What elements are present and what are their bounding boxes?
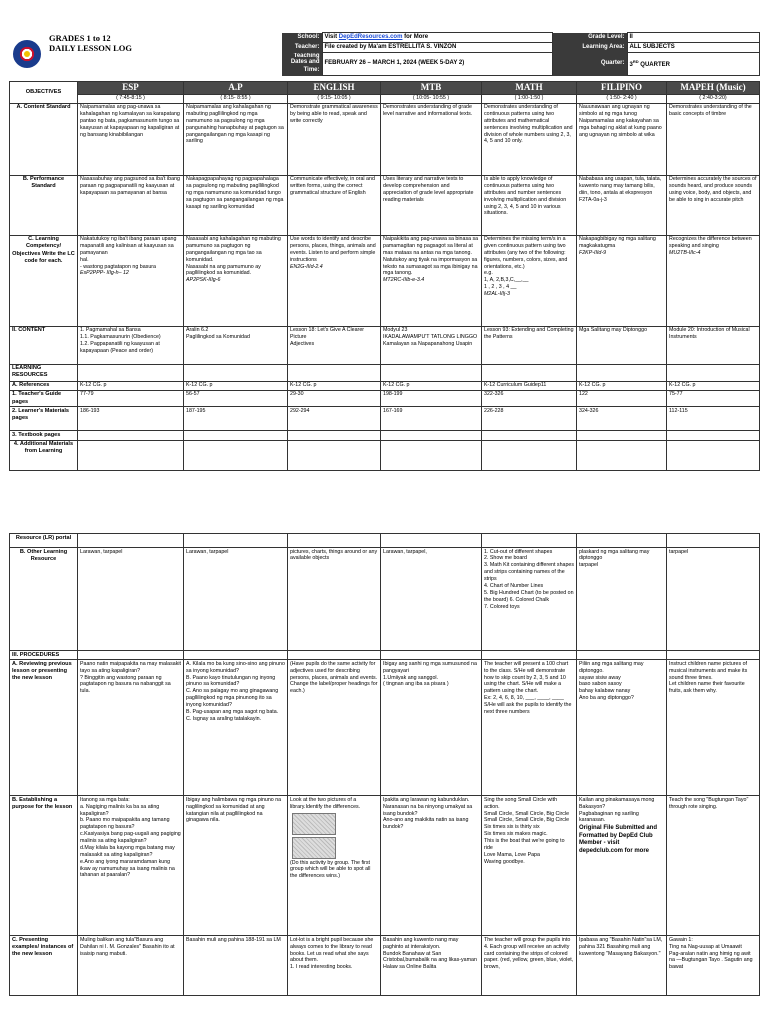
lc-code: AP2PSK-IIIg-6 — [186, 277, 221, 284]
library-picture-2 — [292, 837, 336, 859]
subject-english: ENGLISH — [288, 82, 381, 95]
row-teachers-guide — [10, 390, 760, 407]
row-lr-portal — [10, 534, 760, 548]
cell: A. Kilala mo ba kung sino-sino ang pinuno sa inyong komunidad? B. Paano kayo tinutulungan ng inyong pinuno sa komunidad? C. Ano sa palagay mo ang ginagawang pagllilingkod ng mga pinunong ito sa inyong komunidad? B. Pag-usapan ang mga sagot ng bata. C. Isgnay sa araling tatalakayin. — [184, 660, 288, 796]
cell: Mga Salitang may Diptonggo — [577, 326, 667, 364]
cell: 75-77 — [667, 390, 760, 407]
row-content-standard — [10, 103, 760, 175]
cell: The teacher will present a 100 chart to the class. S/He will demonstrate how to skip count by 2, 3, 5 and 10 using the chart. S/He will make a pattern using the chart. Ex: 2, 4, 6, 8, 10, ___, ____, ____ S/He will ask the pupils to identify the next three numbers — [482, 660, 577, 796]
cell: Larawan, tarpapel — [184, 548, 288, 651]
row-performance-standard — [10, 175, 760, 235]
row-establishing-purpose — [10, 796, 760, 936]
quarter-label: Quarter: — [552, 53, 627, 76]
time-mtb: ( 10:05- 10:55 ) — [381, 94, 482, 103]
cell: 122 — [577, 390, 667, 407]
cell: Nababasa ang usapan, tula, talata, kuwento nang may tamang bilis, diin, tono, antala at ekspresyon F2TA-0a-j-3 — [577, 175, 667, 235]
cell: Paano natin maipapakita na may malasakit tayo sa ating kapaligiran? ? Binggitin ang wastong paraan ng pagtatapon ng basura na nabanggit sa tula. — [78, 660, 184, 796]
cell: Is able to apply knowledge of continuous patterns using two attributes and number sentences involving multiplication and division using 2, 3, 4, 5 and 10 in various situations. — [482, 175, 577, 235]
cell: Recognizes the difference between speaking and singing MU2TB-IIIc-4 — [667, 235, 760, 326]
cell: K-12 Curriculum Guidep11 — [482, 381, 577, 390]
row-label: A. Reviewing previous lesson or presenting the new lesson — [10, 660, 78, 796]
cell: Lesson 18: Let's Give A Clearer Picture Adjectives — [288, 326, 381, 364]
cell: Instruct children name pictures of musical instruments and make its sound three times. Let children name their favourite fruits, ask them why. — [667, 660, 760, 796]
row-references — [10, 381, 760, 390]
cell: K-12 CG. p — [78, 381, 184, 390]
cell: Module 20: Introduction of Musical Instruments — [667, 326, 760, 364]
row-label: 1. Teacher's Guide pages — [10, 390, 78, 407]
row-label: B. Establishing a purpose for the lesson — [10, 796, 78, 936]
cell: Lot-lot is a bright pupil because she always comes to the library to read books. Let us read what she says about them. 1. I read interesting books. — [288, 936, 381, 996]
lc-code: MU2TB-IIIc-4 — [669, 249, 701, 256]
learning-area-value: ALL SUBJECTS — [627, 43, 759, 53]
dates-value: FEBRUARY 26 – MARCH 1, 2024 (WEEK 5-DAY 2) — [322, 53, 552, 76]
cell: K-12 CG. p — [381, 381, 482, 390]
subject-esp: ESP — [78, 82, 184, 95]
cell: K-12 CG. p — [184, 381, 288, 390]
cell: Piliin ang mga salitang may diptonggo. sayaw sisiw away baso sabon sasoy bahay kalabaw nanay Ano ba ang diptonggo? — [577, 660, 667, 796]
cell: Nakapagbibigay ng mga salitang magkakatugma F2KP-IIId-9 — [577, 235, 667, 326]
cell: Use words to identify and describe persons, places, things, animals and events. Listen to and perform simple instructions EN2G-IIId-2.4 — [288, 235, 381, 326]
cell: Demonstrates understanding of grade level narrative and informational texts. — [381, 103, 482, 175]
row-learning-resources — [10, 364, 760, 381]
cell: 56-57 — [184, 390, 288, 407]
cell: Demonstrate grammatical awareness by being able to read, speak and write correctly — [288, 103, 381, 175]
school-value: Visit DepEdResources.com for More — [322, 33, 552, 43]
cell: Demonstrates understanding of continuous patterns using two attributes and mathematical sentences involving multiplication and division of whole numbers using 2, 3, 4, 5 and 10 only. — [482, 103, 577, 175]
cell: Determines accurately the sources of sounds heard, and produce sounds using voice, body, and objects, and be able to sing in accurate pitch — [667, 175, 760, 235]
cell: 226-228 — [482, 407, 577, 431]
row-label: C. Presenting examples/ instances of the new lesson — [10, 936, 78, 996]
school-label: School: — [282, 33, 322, 43]
cell: plaskard ng mga salitang may diptonggo tarpapel — [577, 548, 667, 651]
cell: Muling balikan ang tula"Basura ang Dahilan ni I. M. Gonzales" Basahin ito at isaisip nang mabuti. — [78, 936, 184, 996]
cell: Ipabasa ang "Basahin Natin"sa LM, pahina 321 Basahing muli ang kuwentong "Masayang Bakasyon." — [577, 936, 667, 996]
lc-code: MT2RC-IIIb-e-3.4 — [383, 277, 425, 284]
cell: Gawain 1: Ting na Nag-uusap at Umaawit Pag-aralan natin ang himig ng awit na —Bugtungan Tayo . Sagutin ang bawat — [667, 936, 760, 996]
deped-seal-logo — [9, 33, 47, 76]
dates-label: Teaching Dates and — [282, 53, 322, 66]
cell: 77-79 — [78, 390, 184, 407]
cell: Naipakikita ang pag-unawa sa binasa sa pamamagitan ng pagsagot sa literal at mas mataas na antas na mga tanong. Natutukoy ang tiyak na impormasyon sa teksto na sumasagot sa mga ibinigay na mga tanong. MT2RC-IIIb-e-3.4 — [381, 235, 482, 326]
cell: The teacher will group the pupils into 4. Each group will receive an activity card containing the strips of colored paper. (red, yellow, green, blue, violet, brown, — [482, 936, 577, 996]
time-math: ( 1:00-1:50 ) — [482, 94, 577, 103]
cell: K-12 CG. p — [577, 381, 667, 390]
row-label: Resource (LR) portal — [10, 534, 78, 548]
lesson-log-title: DAILY LESSON LOG — [49, 42, 132, 53]
row-content — [10, 326, 760, 364]
lesson-table-part2 — [9, 533, 759, 996]
learning-area-label: Learning Area: — [552, 43, 627, 53]
cell: Naipamamalas ang pag-unawa sa kahalagahan ng kamalayan sa karapatang pantao ng bata, pagkamasunurin tungo sa kaayusan at kapayapaan ng kapaligiran at ng bansang kinabibilangan — [78, 103, 184, 175]
cell: Basahin ang kuwento nang may paghinto at interaksiyon. Bundok Banahaw at San Cristobal,bumabalik na ang likas-yaman Halaw sa Online Balita — [381, 936, 482, 996]
cell: Nakapagpapahayag ng pagpapahalaga sa pagsulong ng mabuting pagllilingkod ng mga namumuno sa komunidad tungo sa pagtugon sa pangangailangan ng mga kasapi ng sariling komunidad — [184, 175, 288, 235]
cell: (Have pupils do the same activity for adjectives used for describing persons, places, animals and events. Change the label/proper headings for each.) — [288, 660, 381, 796]
cell: Ipakita ang larawan ng kabunduklan. Naranasan na ba ninyong umakyat sa isang bundok? Ano-ano ang makikita natin sa isang bundok? — [381, 796, 482, 936]
cell: 322-326 — [482, 390, 577, 407]
row-label: B. Performance Standard — [10, 175, 78, 235]
cell: Nauunawaan ang ugnayan ng simbolo at ng mga tunog Naipamamalas ang kakayahan sa mga bahagi ng aklat at kung paano ang ugnayan ng simbolo at wika — [577, 103, 667, 175]
cell: 1. Cut-out of different shapes 2. Show me board 3. Math Kit containing different shapes and strips containing names of the strips 4. Chart of Number Lines 5. Big Hundred Chart (to be posted on the board) 6. Colored Chalk 7. Colored toys — [482, 548, 577, 651]
row-learners-materials — [10, 407, 760, 431]
cell: Modyul 23 IKADALAWAMPU'T TATLONG LINGGO Kamalayan sa Napapanahong Usapin — [381, 326, 482, 364]
cell: Lesson 93: Extending and Completing the Patterns — [482, 326, 577, 364]
row-textbook — [10, 431, 760, 440]
cell: 198-199 — [381, 390, 482, 407]
row-procedures — [10, 651, 760, 660]
row-label: LEARNING RESOURCES — [10, 364, 78, 381]
cell: Itanong sa mga bata: a. Nagiging malinis ka ba sa ating kapaligiran? b. Paano mo maipapakita ang tamang pagtatapon ng basura? c.Kasiyasiya bang pag-uugali ang pagiging malinis sa ating kapaligiran? d.May kilala ba kayong mga batang may malasakit sa ating kapaligiran? e.Ano ang iyong mararamdaman kung ikaw ay namumuhay sa isang malinis na tahanan at paaralan? — [78, 796, 184, 936]
cell: pictures, charts, things around or any available objects — [288, 548, 381, 651]
quarter-value: 3RD QUARTER — [627, 53, 759, 76]
time-english: ( 9:15- 10:05 ) — [288, 94, 381, 103]
cell: Communicate effectively, in oral and written forms, using the correct grammatical structure of English — [288, 175, 381, 235]
cell: Nasasabi ang kahalagahan ng mabuting pamumuno sa pagtugon ng pangangailangan ng mga tao sa komunidad. Nasasabi na ang pamumuno ay pagllilingkod sa komunidad. AP2PSK-IIIg-6 — [184, 235, 288, 326]
row-label: 3. Textbook pages — [10, 431, 78, 440]
cell: Larawan, tarpapel, — [381, 548, 482, 651]
row-label: A. Content Standard — [10, 103, 78, 175]
row-label: B. Other Learning Resource — [10, 548, 78, 651]
cell: Ibigay ang sanhi ng mga sumusunod na pangyayari 1.Umiiyak ang sanggol. ( tingnan ang iba sa pisara ) — [381, 660, 482, 796]
cell: Demonstrates understanding of the basic concepts of timbre — [667, 103, 760, 175]
subject-mapeh: MAPEH (Music) — [667, 82, 760, 95]
cell: Larawan, tarpapel — [78, 548, 184, 651]
cell: Aralin 6.2 Paglilingkod sa Komunidad — [184, 326, 288, 364]
lc-code: EsP2PPP- IIIg-h– 12 — [80, 270, 129, 277]
grade-level-value: II — [627, 33, 759, 43]
cell: Basahin muli ang pahina 188-191 sa LM — [184, 936, 288, 996]
time-filipino: ( 1:50- 2:40 ) — [577, 94, 667, 103]
row-label: 4. Additional Materials from Learning — [10, 440, 78, 470]
cell: 324-326 — [577, 407, 667, 431]
header — [9, 32, 759, 76]
cell: Teach the song "Bugtungan Tayo" through rote singing. — [667, 796, 760, 936]
depedresources-link[interactable]: DepEdResources.com — [338, 33, 403, 40]
cell: Naipamamalas ang kahalagahan ng mabuting pagllilingkod ng mga namumuno sa pagsulong ng mga pangunahing hanapbuhay at pagtugon sa pangangailangan ng mga kasapi ng sariling — [184, 103, 288, 175]
row-presenting-examples — [10, 936, 760, 996]
grades-title: GRADES 1 to 12 — [49, 32, 111, 43]
lesson-table-part1 — [9, 81, 759, 471]
cell: 29-30 — [288, 390, 381, 407]
library-picture-1 — [292, 813, 336, 835]
cell: K-12 CG. p — [288, 381, 381, 390]
cell: K-12 CG. p — [667, 381, 760, 390]
row-label: III. PROCEDURES — [10, 651, 78, 660]
subject-mtb: MTB — [381, 82, 482, 95]
cell: Look at the two pictures of a library.Identify the differences. (Do this activity by group. The first group which will be able to spot all the differences wins.) — [288, 796, 381, 936]
row-learning-competency — [10, 235, 760, 326]
lc-code: EN2G-IIId-2.4 — [290, 263, 323, 270]
row-reviewing — [10, 660, 760, 796]
row-other-resources — [10, 548, 760, 651]
teacher-value: File created by Ma'am ESTRELLITA S. VINZON — [322, 43, 552, 53]
cell: Nasasabuhay ang pagsunod sa iba't ibang paraan ng pagpapanatili ng kaayusan at kapayapaan sa pamayanan at bansa — [78, 175, 184, 235]
lc-code: F2KP-IIId-9 — [579, 249, 607, 256]
time-ap: ( 8:15- 8:55 ) — [184, 94, 288, 103]
row-label: C. Learning Competency/ Objectives Write the LC code for each. — [10, 235, 78, 326]
cell: 167-169 — [381, 407, 482, 431]
time-label: Time: — [282, 66, 322, 76]
cell: 187-195 — [184, 407, 288, 431]
subject-ap: A.P — [184, 82, 288, 95]
time-esp: ( 7:45-8:15 ) — [78, 94, 184, 103]
cell: 112-115 — [667, 407, 760, 431]
objectives-header: OBJECTIVES — [10, 82, 78, 104]
cell: 1. Pagmamahal sa Bansa 1.1. Pagkamasunurin (Obedience) 1.2. Pagpapanatili ng kaayusan at kapayapaan (Peace and order) — [78, 326, 184, 364]
time-mapeh: ( 2:40-3:20) — [667, 94, 760, 103]
cell: Uses literary and narrative texts to develop comprehension and appreciation of grade level appropriate reading materials — [381, 175, 482, 235]
cell: Kailan ang pinakamasaya mong Bakasyon? Pagbabaginan ng sariling karanasan. Original File Submitted and Formatted by DepEd Club Member - visit depedclub.com for more — [577, 796, 667, 936]
depedclub-note: Original File Submitted and Formatted by DepEd Club Member - visit depedclub.com for more — [579, 825, 658, 854]
row-label: 2. Learner's Materials pages — [10, 407, 78, 431]
cell: Ibigay ang halimbawa ng mga pinuno na naglilingkod sa komunidad at ang katangian nila at pagllilingkod na ginagawa nila. — [184, 796, 288, 936]
subject-math: MATH — [482, 82, 577, 95]
cell: Sing the song Small Circle with action. Small Circle, Small Circle, Big Circle Small Circle, Small Circle, Big Circle Six times six is thirty six Six times six makes magic. This is the boat that we're going to ride Love Mama, Love Papa Waving goodbye. — [482, 796, 577, 936]
teacher-label: Teacher: — [282, 43, 322, 53]
subject-filipino: FILIPINO — [577, 82, 667, 95]
lc-code: M2AL-IIIj-3 — [484, 291, 510, 298]
cell: Nakatutukoy ng iba't ibang paraan upang mapanatili ang kalinisan at kaayusan sa pamayanan hal. - wastong pagtatapon ng basura EsP2PPP- IIIg-h– 12 — [78, 235, 184, 326]
grade-level-label: Grade Level: — [552, 33, 627, 43]
row-label: II. CONTENT — [10, 326, 78, 364]
row-additional-materials — [10, 440, 760, 470]
row-label: A. References — [10, 381, 78, 390]
cell: 186-193 — [78, 407, 184, 431]
cell: Determines the missing term/s in a given continuous pattern using two attributes (any two of the following: figures, numbers, colors, sizes, and orientations, etc.) e.g. 1, A, 2,B,3,C,__,__ 1 , 2 , 3 , 4 __ M2AL-IIIj-3 — [482, 235, 577, 326]
cell: 292-294 — [288, 407, 381, 431]
cell: tarpapel — [667, 548, 760, 651]
